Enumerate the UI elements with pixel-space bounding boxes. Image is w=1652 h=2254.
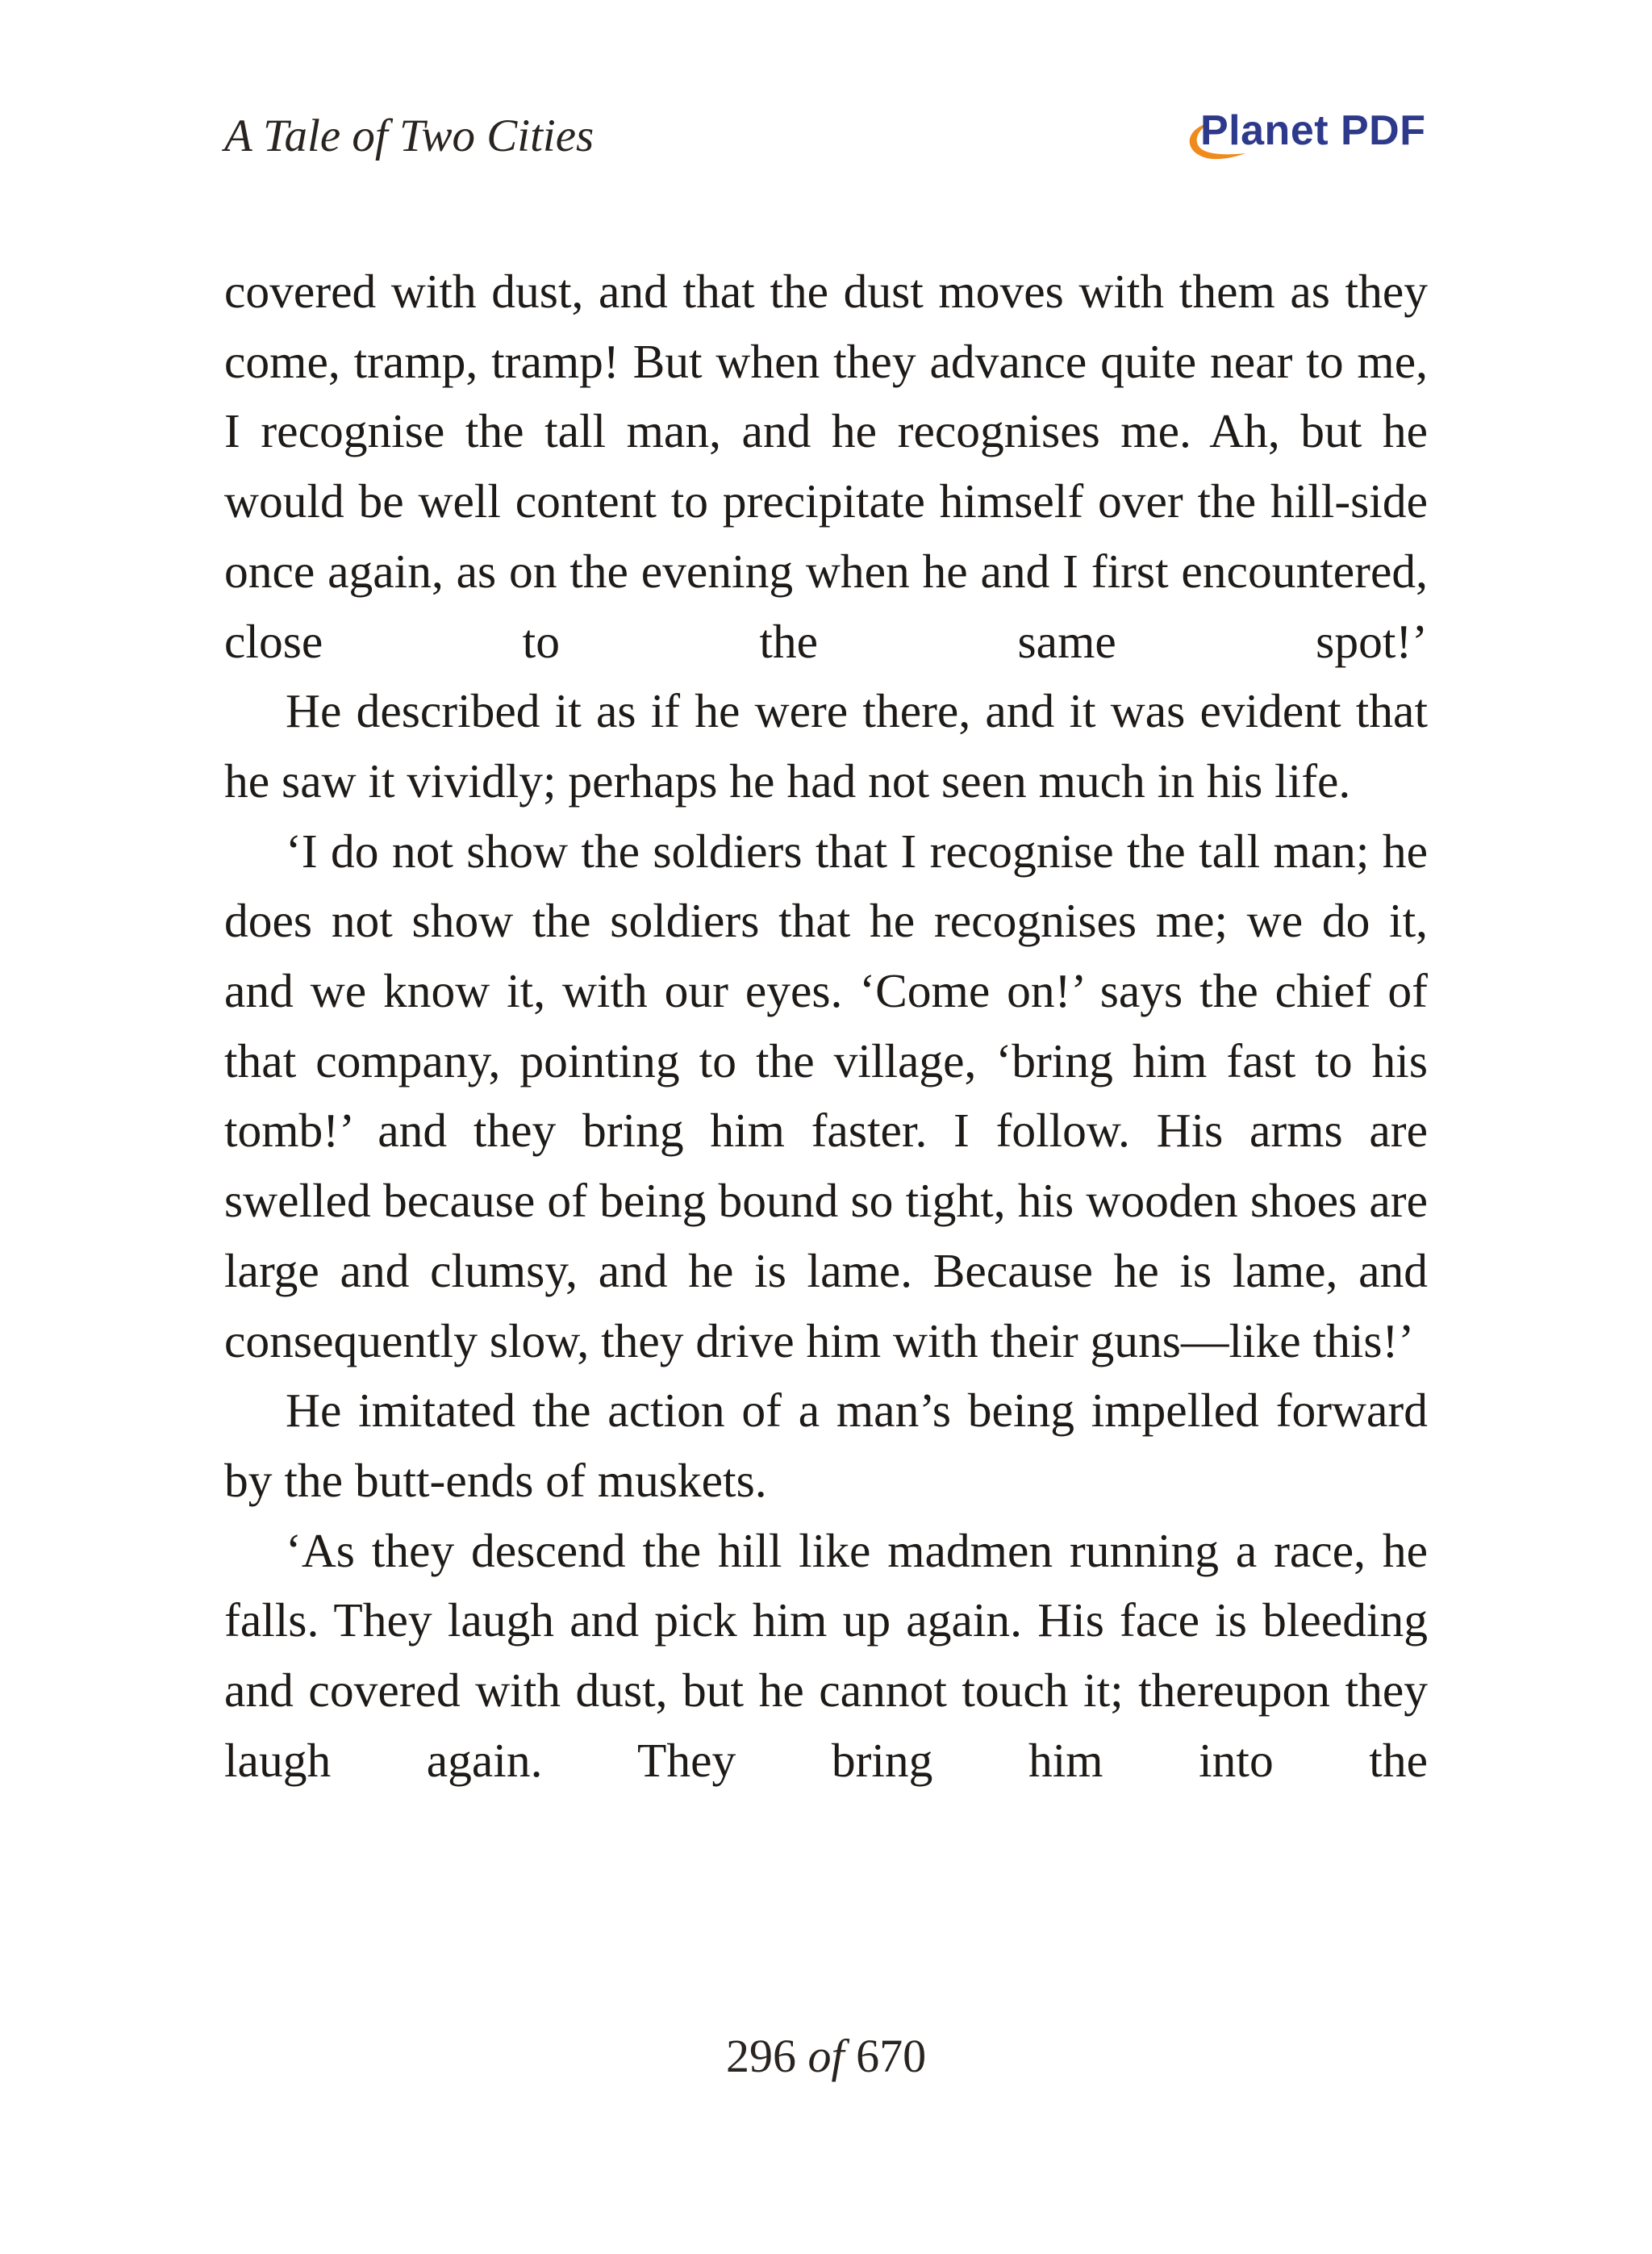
book-title: A Tale of Two Cities [224, 111, 594, 161]
page-number [0, 2029, 1652, 2083]
page-body [224, 257, 1428, 1795]
page-current: 296 [725, 2030, 796, 2082]
page-header [224, 95, 1426, 184]
planet-pdf-logo [1168, 105, 1426, 169]
paragraph-5: ‘As they descend the hill like madmen running a race, he falls. They laugh and pick him up again. His face is bleeding and covered with dust, but he cannot touch it; thereupon they laugh again. They bring him into the [224, 1523, 1428, 1787]
paragraph-1: covered with dust, and that the dust moves with them as they come, tramp, tramp! But when they advance quite near to me, I recognise the tall man, and he recognises me. Ah, but he would be well content to precipitate himself over the hill-side once again, as on the evening when he and I first encountered, close to the same spot!’ [224, 265, 1428, 668]
paragraph-3: ‘I do not show the soldiers that I recognise the tall man; he does not show the soldiers that he recognises me; we do it, and we know it, with our eyes. ‘Come on!’ says the chief of that company, pointing to the village, ‘bring him fast to his tomb!’ and they bring him faster. I follow. His arms are swelled because of being bound so tight, his wooden shoes are large and clumsy, and he is lame. Because he is lame, and consequently slow, they drive him with their guns—like this!’ [224, 824, 1428, 1367]
page-total: 670 [856, 2030, 927, 2082]
paragraph-2: He described it as if he were there, and it was evident that he saw it vividly; perhaps he had not seen much in his life. [224, 684, 1428, 808]
page-of: of [807, 2030, 845, 2082]
paragraph-4: He imitated the action of a man’s being impelled forward by the butt-ends of muskets. [224, 1384, 1428, 1507]
logo-text: Planet PDF [1200, 107, 1426, 154]
